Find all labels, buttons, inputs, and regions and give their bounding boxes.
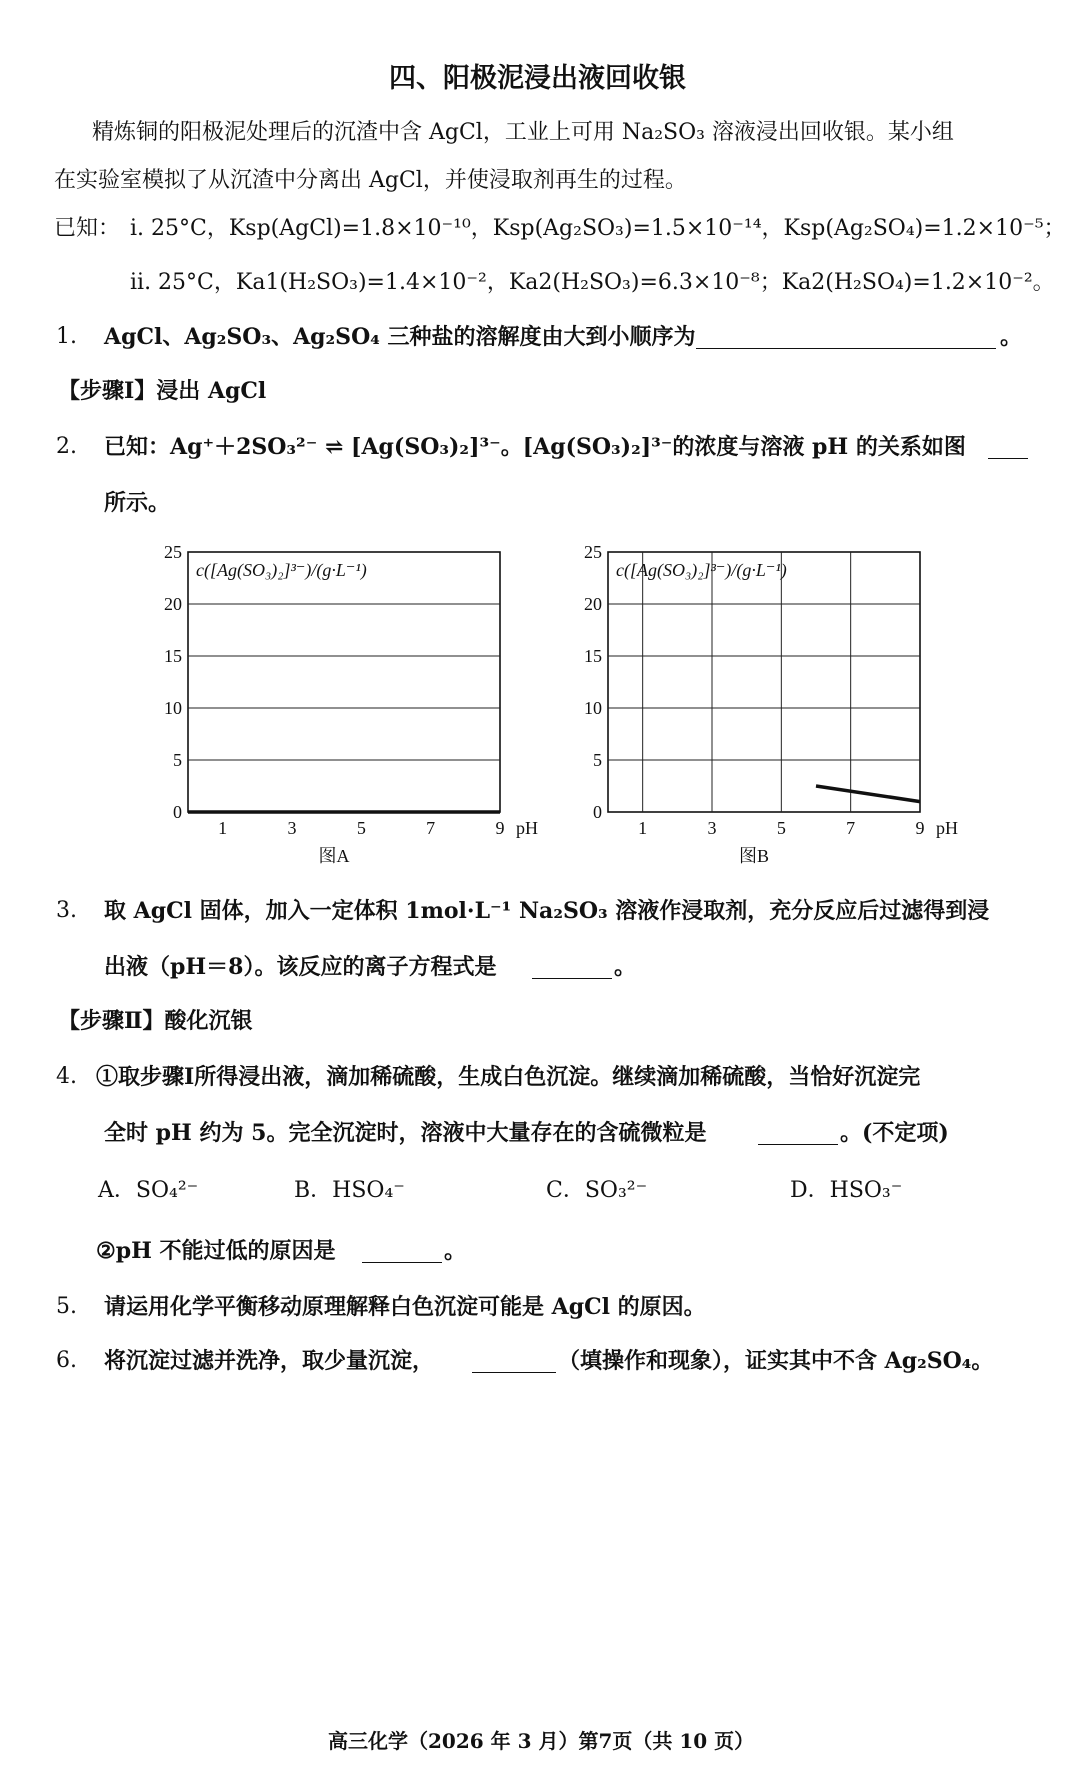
chart-b-y-tick-label: 15 bbox=[584, 646, 602, 666]
q6-answer-blank[interactable] bbox=[472, 1352, 556, 1373]
chart-a-y-tick-label: 0 bbox=[173, 802, 182, 822]
q4-option-d[interactable]: D．HSO₃⁻ bbox=[790, 1178, 903, 1203]
chart-b-x-axis-label: pH bbox=[936, 818, 958, 838]
step1-heading: 【步骤Ⅰ】浸出 AgCl bbox=[58, 378, 267, 404]
chart-b-plot-frame bbox=[608, 552, 920, 812]
chart-b-y-tick-label: 10 bbox=[584, 698, 602, 718]
q3-answer-blank[interactable] bbox=[532, 958, 612, 979]
q4-option-c[interactable]: C．SO₃²⁻ bbox=[546, 1178, 648, 1203]
chart-b-svg bbox=[570, 540, 990, 880]
chart-b-x-tick-label: 3 bbox=[707, 818, 717, 838]
q1-number: 1. bbox=[56, 324, 77, 349]
chart-a-caption: 图A bbox=[318, 846, 350, 866]
section-title: 四、阳极泥浸出液回收银 bbox=[389, 63, 686, 94]
q1-answer-blank[interactable] bbox=[696, 328, 996, 349]
q6-number: 6. bbox=[56, 1348, 77, 1373]
chart-b-y-tick-label: 25 bbox=[584, 542, 602, 562]
chart-a-plot-frame bbox=[188, 552, 500, 812]
chart-a-y-tick-label: 15 bbox=[164, 646, 182, 666]
chart-b bbox=[570, 540, 990, 884]
known-line-i: i. 25°C，Ksp(AgCl)=1.8×10⁻¹⁰，Ksp(Ag₂SO₃)=1.5×10⁻¹⁴，Ksp(Ag₂SO₄)=1.2×10⁻⁵； bbox=[130, 216, 1066, 241]
q2-answer-blank[interactable] bbox=[988, 438, 1028, 459]
q6-text-end: （填操作和现象），证实其中不含 Ag₂SO₄。 bbox=[558, 1348, 994, 1374]
q4-option-b[interactable]: B．HSO₄⁻ bbox=[294, 1178, 405, 1203]
q4-text: ①取步骤Ⅰ所得浸出液，滴加稀硫酸，生成白色沉淀。继续滴加稀硫酸，当恰好沉淀完 bbox=[96, 1064, 921, 1090]
q4-end: 。(不定项) bbox=[840, 1120, 949, 1146]
chart-a-x-tick-label: 3 bbox=[287, 818, 297, 838]
q3-end: 。 bbox=[614, 954, 637, 980]
q4-answer-blank[interactable] bbox=[758, 1124, 838, 1145]
chart-b-series-line bbox=[816, 786, 920, 802]
chart-b-x-tick-label: 9 bbox=[915, 818, 925, 838]
step2-heading: 【步骤Ⅱ】酸化沉银 bbox=[58, 1008, 253, 1034]
q4-text-2: 全时 pH 约为 5。完全沉淀时，溶液中大量存在的含硫微粒是 bbox=[104, 1120, 707, 1146]
chart-a-svg bbox=[150, 540, 570, 880]
known-line-ii: ii. 25°C，Ka1(H₂SO₃)=1.4×10⁻²，Ka2(H₂SO₃)=6.3×10⁻⁸；Ka2(H₂SO₄)=1.2×10⁻²。 bbox=[130, 270, 1055, 295]
q5-number: 5. bbox=[56, 1294, 77, 1319]
chart-a bbox=[150, 540, 570, 884]
chart-b-caption: 图B bbox=[738, 846, 770, 866]
q2-number: 2. bbox=[56, 434, 77, 459]
chart-b-x-tick-label: 1 bbox=[638, 818, 648, 838]
q1-end: 。 bbox=[1000, 324, 1023, 350]
chart-a-x-tick-label: 5 bbox=[356, 818, 366, 838]
chart-b-x-tick-label: 5 bbox=[776, 818, 786, 838]
chart-a-y-tick-label: 20 bbox=[164, 594, 182, 614]
q3-text: 取 AgCl 固体，加入一定体积 1mol·L⁻¹ Na₂SO₃ 溶液作浸取剂，充分反应后过滤得到浸 bbox=[104, 898, 990, 924]
intro-line-1: 精炼铜的阳极泥处理后的沉渣中含 AgCl，工业上可用 Na₂SO₃ 溶液浸出回收银。某小组 bbox=[92, 120, 954, 145]
intro-line-2: 在实验室模拟了从沉渣中分离出 AgCl，并使浸取剂再生的过程。 bbox=[54, 168, 687, 193]
q4-sub2-answer-blank[interactable] bbox=[362, 1242, 442, 1263]
chart-a-x-axis-label: pH bbox=[516, 818, 538, 838]
chart-a-y-tick-label: 10 bbox=[164, 698, 182, 718]
q3-text-2: 出液（pH＝8）。该反应的离子方程式是 bbox=[104, 954, 497, 980]
chart-a-y-tick-label: 5 bbox=[173, 750, 182, 770]
q1-text: AgCl、Ag₂SO₃、Ag₂SO₄ 三种盐的溶解度由大到小顺序为 bbox=[104, 324, 696, 350]
known-label: 已知： bbox=[54, 216, 121, 241]
chart-b-y-axis-label: c([Ag(SO₃)₂]³⁻)/(g·L⁻¹) bbox=[616, 560, 787, 580]
chart-a-y-axis-label: c([Ag(SO₃)₂]³⁻)/(g·L⁻¹) bbox=[196, 560, 367, 580]
q4-number: 4. bbox=[56, 1064, 77, 1089]
q2-text-2: 所示。 bbox=[104, 490, 171, 516]
q4-sub2-text: ②pH 不能过低的原因是 bbox=[96, 1238, 336, 1264]
q4-sub2-end: 。 bbox=[444, 1238, 467, 1264]
chart-b-y-tick-label: 20 bbox=[584, 594, 602, 614]
chart-a-x-tick-label: 9 bbox=[495, 818, 505, 838]
q4-option-a[interactable]: A．SO₄²⁻ bbox=[98, 1178, 199, 1203]
chart-b-x-tick-label: 7 bbox=[846, 818, 856, 838]
chart-b-y-tick-label: 5 bbox=[593, 750, 602, 770]
q5-text: 请运用化学平衡移动原理解释白色沉淀可能是 AgCl 的原因。 bbox=[104, 1294, 706, 1320]
q2-text: 已知：Ag⁺＋2SO₃²⁻ ⇌ [Ag(SO₃)₂]³⁻。[Ag(SO₃)₂]³⁻的浓度与溶液 pH 的关系如图 bbox=[104, 434, 966, 460]
page-footer: 高三化学（2026 年 3 月）第7页（共 10 页） bbox=[328, 1729, 755, 1753]
q6-text: 将沉淀过滤并洗净，取少量沉淀， bbox=[104, 1348, 435, 1374]
chart-a-x-tick-label: 1 bbox=[218, 818, 228, 838]
q3-number: 3. bbox=[56, 898, 77, 923]
chart-a-y-tick-label: 25 bbox=[164, 542, 182, 562]
chart-b-y-tick-label: 0 bbox=[593, 802, 602, 822]
chart-a-x-tick-label: 7 bbox=[426, 818, 436, 838]
